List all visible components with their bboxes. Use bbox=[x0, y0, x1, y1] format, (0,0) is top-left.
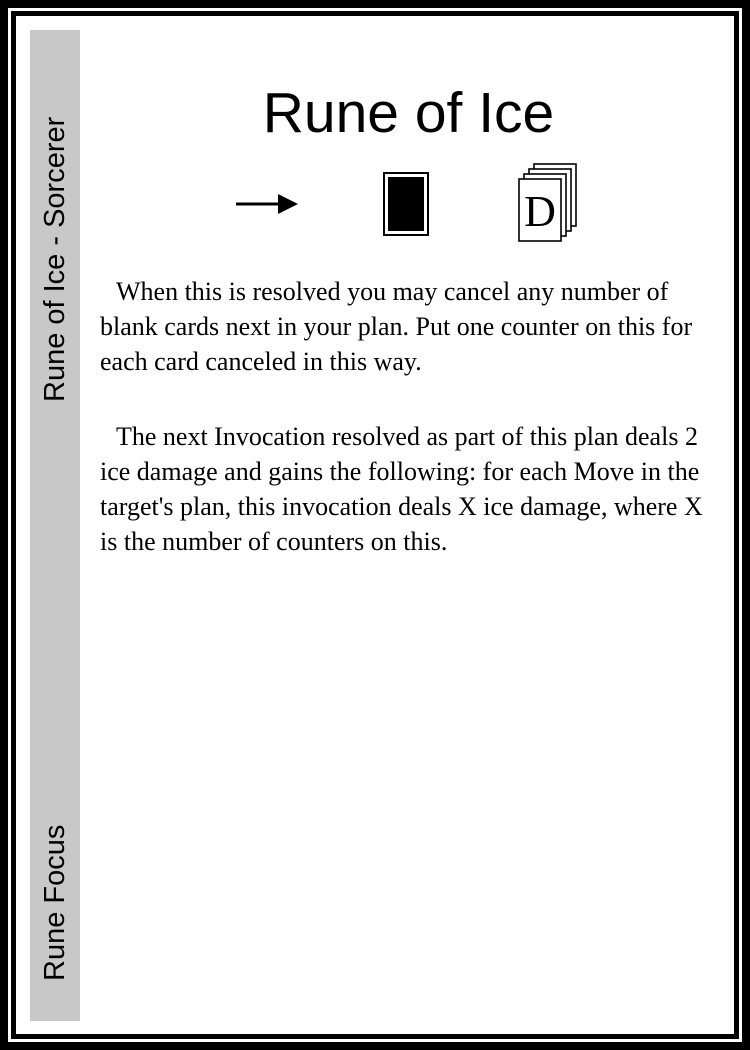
cost-icon-row bbox=[216, 162, 616, 252]
arrow-right-icon bbox=[236, 194, 298, 214]
deck-letter: D bbox=[524, 187, 556, 236]
card-title: Rune of Ice bbox=[262, 81, 555, 145]
card-rules-text bbox=[100, 274, 710, 599]
blank-card-icon bbox=[384, 173, 428, 235]
card-face bbox=[16, 16, 734, 1034]
rules-paragraph: When this is resolved you may cancel any number of blank cards next in your plan. Put one counter on this for each card canceled in this way. bbox=[100, 277, 693, 376]
discard-deck-icon bbox=[519, 164, 576, 241]
card-side-label-bottom: Rune Focus bbox=[39, 824, 71, 981]
rules-paragraph: The next Invocation resolved as part of this plan deals 2 ice damage and gains the following: for each Move in the target's plan, this invocation deals X ice damage, where X is the number of counters on this. bbox=[100, 422, 703, 556]
card-side-label-top: Rune of Ice - Sorcerer bbox=[39, 116, 71, 402]
